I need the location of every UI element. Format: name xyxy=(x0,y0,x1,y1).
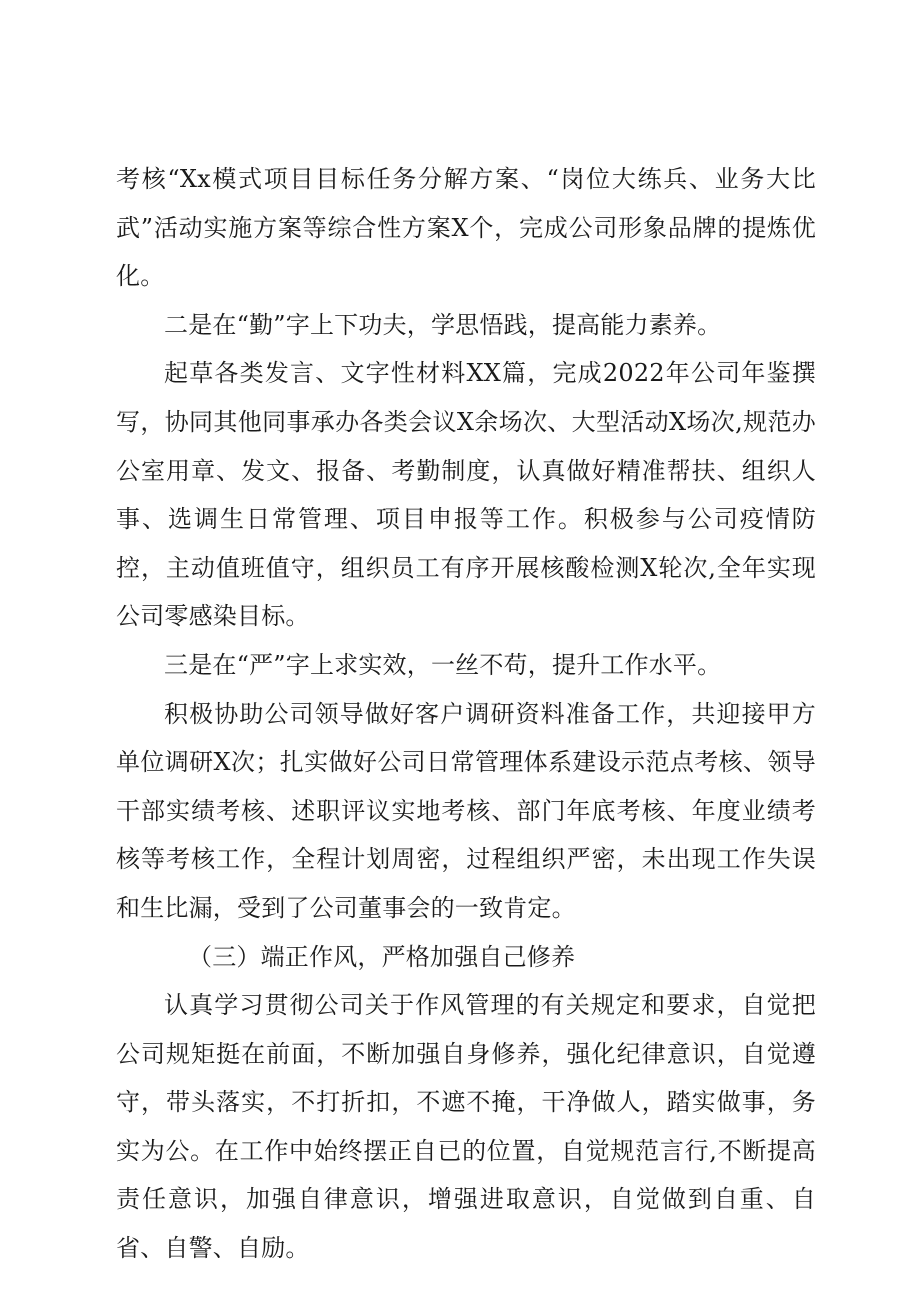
section-heading: （三）端正作风，严格加强自己修养 xyxy=(188,942,576,971)
document-body xyxy=(116,155,816,1273)
paragraph-body: 积极协助公司领导做好客户调研资料准备工作，共迎接甲方单位调研X次；扎实做好公司日常管理体系建设示范点考核、领导干部实绩考核、述职评议实地考核、部门年底考核、年度业绩考核等考核工作，全程计划周密，过程组织严密，未出现工作失误和生比漏，受到了公司董事会的一致肯定。 xyxy=(116,699,816,922)
paragraph-body: 起草各类发言、文字性材料XX篇，完成2022年公司年鉴撰写，协同其他同事承办各类会议X余场次、大型活动X场次,规范办公室用章、发文、报备、考勤制度，认真做好精准帮扶、组织人事、选调生日常管理、项目申报等工作。积极参与公司疫情防控，主动值班值守，组织员工有序开展核酸检测X轮次,全年实现公司零感染目标。 xyxy=(116,359,816,631)
paragraph-body: 认真学习贯彻公司关于作风管理的有关规定和要求，自觉把公司规矩挺在前面，不断加强自身修养，强化纪律意识，自觉遵守，带头落实，不打折扣，不遮不掩，干净做人，踏实做事，务实为公。在工作中始终摆正自已的位置，自觉规范言行,不断提高责任意识，加强自律意识，增强进取意识，自觉做到自重、自省、自警、自励。 xyxy=(116,991,816,1263)
paragraph-sub-heading: 三是在“严”字上求实效，一丝不苟，提升工作水平。 xyxy=(164,650,722,679)
paragraph-body-continued: 考核“Xx模式项目目标任务分解方案、“岗位大练兵、业务大比武”活动实施方案等综合性方案X个，完成公司形象品牌的提炼优化。 xyxy=(116,165,816,291)
paragraph-sub-heading: 二是在“勤”字上下功夫，学思悟践，提高能力素养。 xyxy=(164,310,722,339)
